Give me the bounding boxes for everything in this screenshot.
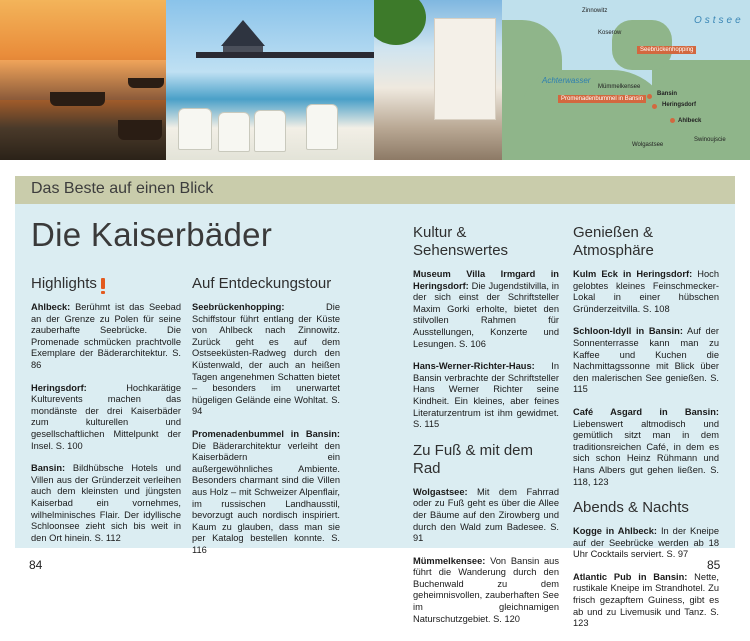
section-heading: Genießen & Atmosphäre	[573, 224, 654, 259]
location-pin-icon	[670, 118, 675, 123]
beach-chair-shape	[218, 112, 250, 152]
photo-pier	[166, 0, 374, 160]
entry: Mümmelkensee: Von Bansin aus führt die Wanderung durch den Buchenwald zu dem geheimnisvollen, zauberhaften See im gleichnamigen Naturschutzgebiet. S. 120	[413, 555, 559, 624]
section-heading: Zu Fuß & mit dem Rad	[413, 441, 534, 477]
boat-shape	[50, 92, 105, 106]
entry: Seebrückenhopping: Die Schiffstour führt entlang der Küste von Ahlbeck nach Zinnowitz. Zurück geht es auf dem Ostseeküsten-Radweg durch den Küstenwald, der auch an heißen Tagen angenehmen Schatten bietet – besonders im unerwartet hügeligen Gelände eine Wohltat. S. 94	[192, 302, 340, 417]
town-label: Koserow	[598, 30, 622, 36]
sea-label: Ostsee	[694, 15, 744, 26]
entry: Museum Villa Irmgard in Heringsdorf: Die Jugendstilvilla, in der sich einst der Schriftsteller Maxim Gorki erholte, bietet den stilvollen Rahmen für Ausstellungen, Konzerte und Lesungen. S. 106	[413, 269, 559, 349]
location-pin-icon	[647, 94, 652, 99]
town-label: Mümmelkensee	[598, 84, 641, 90]
route-tag: Promenadenbummel in Bansin	[558, 95, 646, 103]
column-kultur	[413, 224, 559, 636]
entry: Wolgastsee: Mit dem Fahrrad oder zu Fuß geht es über die Allee der Bäume auf den Zirowberg und durch den Wald zum Badesee. S. 91	[413, 486, 559, 544]
entry: Hans-Werner-Richter-Haus: In Bansin verbrachte der Schriftsteller Hans Werner Richter seine Kindheit. Ein kleines, aber feines Literaturzentrum ist ihm gewidmet. S. 115	[413, 361, 559, 430]
entry: Atlantic Pub in Bansin: Nette, rustikale Kneipe im Strandhotel. Zu frisch gezapftem Guiness, gibt es ab und zu Livemusik und Tanz. S. 123	[573, 571, 719, 629]
entry: Bansin: Bildhübsche Hotels und Villen aus der Gründerzeit verleihen auch dem kleinsten und jüngsten Kaiserbad ein vornehmes, wilhelminisches Flair. Der idyllische Schloonsee zieht sich bis weit in den Ort hinein. S. 112	[31, 463, 181, 543]
page-number-right: 85	[707, 558, 721, 572]
beach-chair-shape	[306, 104, 338, 150]
page-number-left: 84	[29, 558, 43, 572]
photo-beach-sunset	[0, 0, 166, 160]
beach-chair-shape	[178, 108, 212, 150]
town-label: Ahlbeck	[678, 118, 702, 124]
band-title: Das Beste auf einen Blick	[31, 180, 214, 197]
lagoon-label: Achterwasser	[542, 76, 591, 85]
town-label: Swinoujscie	[694, 137, 726, 143]
section-heading: Kultur & Sehenswertes	[413, 224, 509, 259]
town-label: Zinnowitz	[582, 8, 608, 14]
pier-shape	[196, 52, 374, 58]
entry: Schloon-Idyll in Bansin: Auf der Sonnenterrasse kann man zu Kaffee und Kuchen die Nachmittagssonne mit Blick über den malerischen See genießen. S. 115	[573, 326, 719, 395]
section-heading: Auf Entdeckungstour	[192, 275, 332, 292]
exclamation-icon	[101, 278, 105, 289]
entry: Café Asgard in Bansin: Liebenswert altmodisch und gemütlich sitzt man in dem traditionsreichen Café, in dem es sich schon Heinz Rühmann und Hans Albers gut gehen ließen. S. 118, 123	[573, 406, 719, 487]
page-title: Die Kaiserbäder	[31, 216, 273, 253]
tree-shape	[374, 0, 426, 45]
section-heading: Abends & Nachts	[573, 499, 689, 517]
entry: Ahlbeck: Berühmt ist das Seebad an der Grenze zu Polen für seine zauberhafte Seebrücke. Die Promenade schmücken prachtvolle Exemplare der Bäderarchitektur. S. 86	[31, 302, 181, 370]
entry: Promenadenbummel in Bansin: Die Bäderarchitektur verleiht den Kaiserbädern ein außergewöhnliches Ambiente. Besonders charmant sind die Villen aus Holz – mit Schweizer Alpenflair, im russischen Landhausstil, bevorzugt auch nordisch inspiriert. Kaum zu glauben, dass man sie per Katalog bestellen konnte. S. 116	[192, 428, 340, 555]
boat-shape	[118, 120, 162, 140]
section-heading: Highlights	[31, 275, 181, 293]
entry: Kulm Eck in Heringsdorf: Hoch gelobtes kleines Feinschmecker-Lokal in einer hübschen Gründerzeitvilla. S. 108	[573, 269, 719, 314]
photo-strip	[0, 0, 750, 160]
entry: Kogge in Ahlbeck: In der Kneipe auf der Seebrücke werden ab 18 Uhr Cocktails serviert. S. 97	[573, 526, 719, 560]
boat-shape	[128, 78, 164, 88]
villa-shape	[434, 18, 496, 120]
town-label: Bansin	[657, 91, 678, 97]
town-label: Wolgastsee	[632, 142, 664, 148]
location-pin-icon	[652, 104, 657, 109]
beach-chair-shape	[254, 110, 286, 152]
column-geniessen	[573, 224, 719, 641]
photo-promenade	[374, 0, 502, 160]
entry: Heringsdorf: Hochkarätige Kulturevents machen das mondänste der drei Kaiserbäder zum kulturellen und gesellschaftlichen Mittelpunkt der Insel. S. 100	[31, 382, 181, 451]
map-kaiserbaeder	[502, 0, 750, 160]
town-label: Heringsdorf	[662, 102, 697, 108]
route-tag: Seebrückenhopping	[637, 46, 696, 54]
column-entdeckungstour	[192, 275, 340, 567]
column-highlights	[31, 275, 181, 555]
